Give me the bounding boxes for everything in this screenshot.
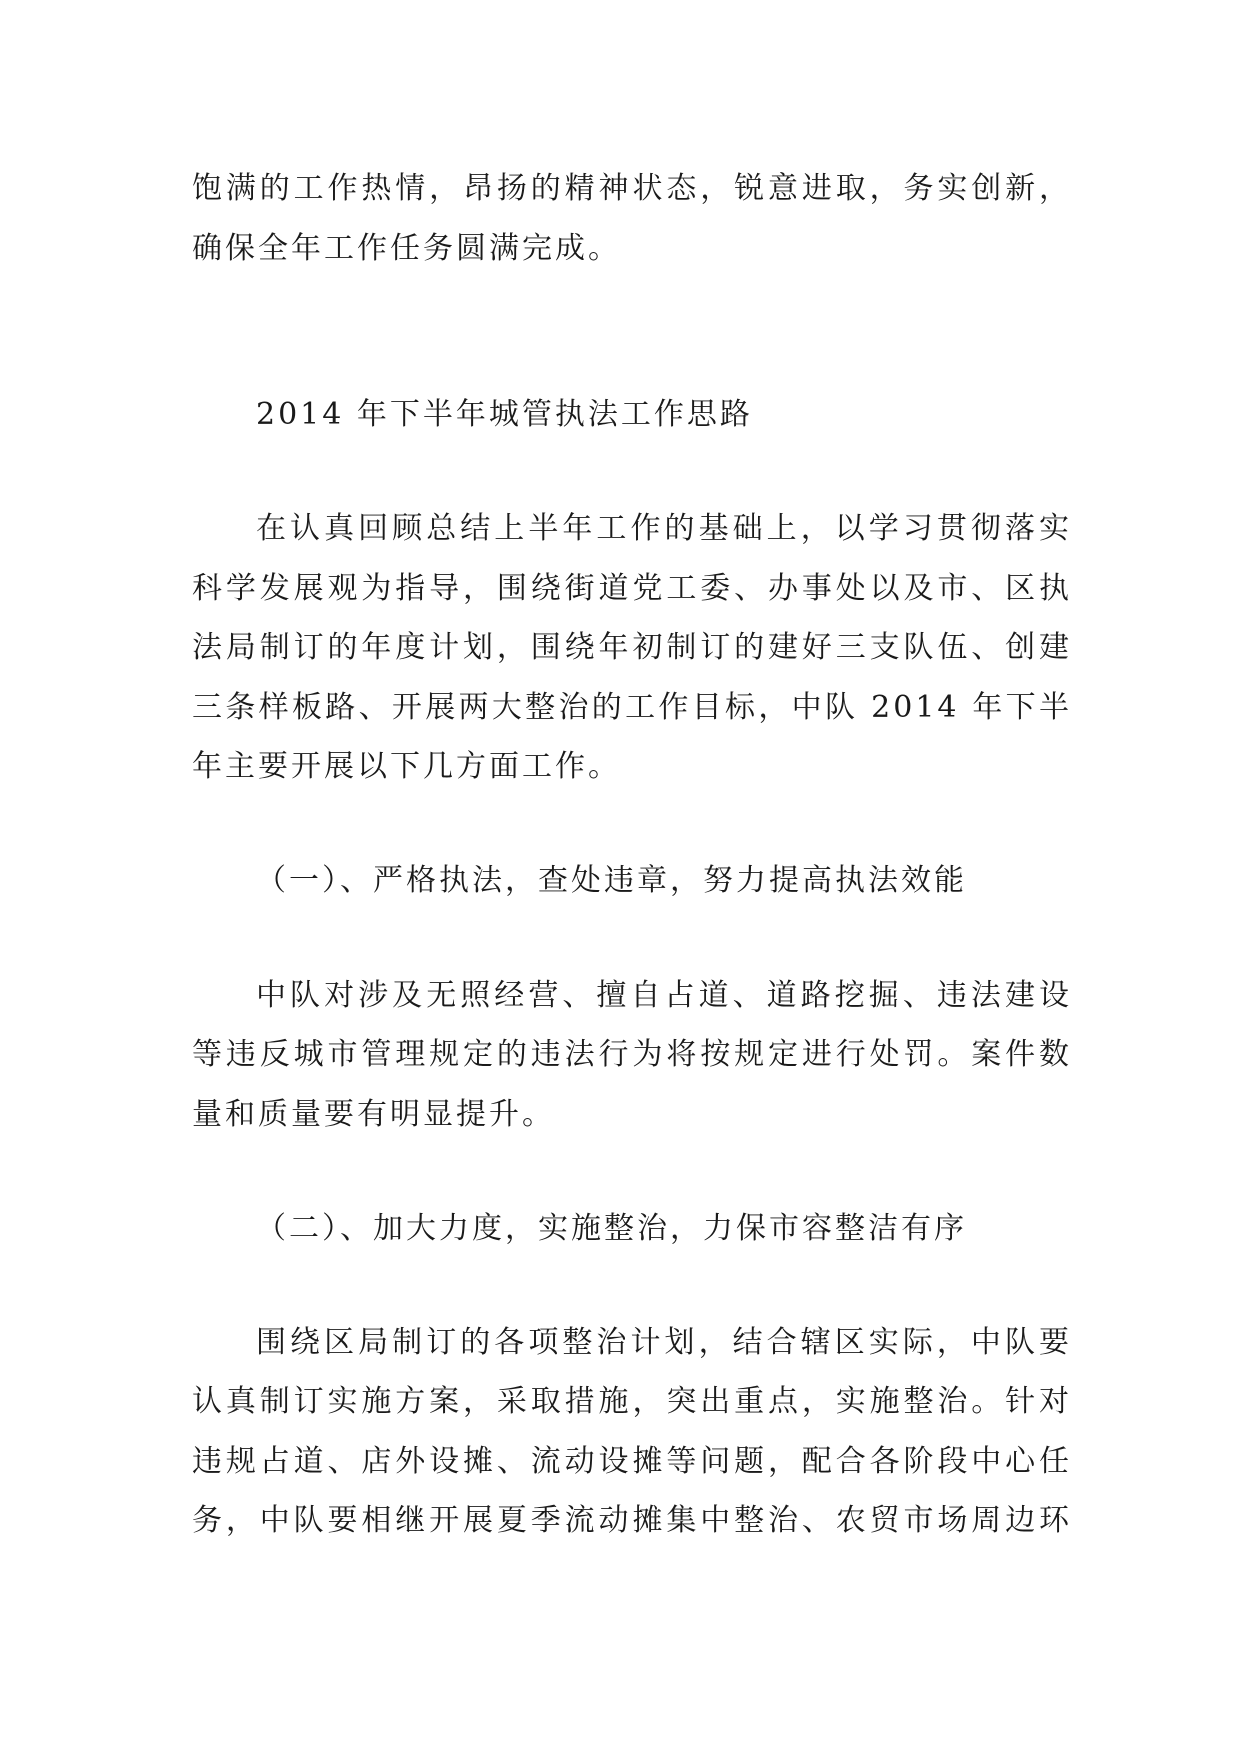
paragraph-1-line-2: 科学发展观为指导，围绕街道党工委、办事处以及市、区执	[192, 571, 1072, 606]
paragraph-1-line-1: 在认真回顾总结上半年工作的基础上，以学习贯彻落实	[256, 511, 1072, 546]
paragraph-3-line-4: 务，中队要相继开展夏季流动摊集中整治、农贸市场周边环	[192, 1503, 1072, 1538]
paragraph-3-line-1: 围绕区局制订的各项整治计划，结合辖区实际，中队要	[256, 1325, 1072, 1360]
paragraph-1-line-4: 三条样板路、开展两大整治的工作目标，中队 2014 年下半	[192, 690, 1072, 725]
paragraph-3-line-2: 认真制订实施方案，采取措施，突出重点，实施整治。针对	[192, 1384, 1072, 1419]
paragraph-2-line-2: 等违反城市管理规定的违法行为将按规定进行处罚。案件数	[192, 1037, 1072, 1072]
document-title: 2014 年下半年城管执法工作思路	[256, 397, 753, 432]
intro-line-1: 饱满的工作热情，昂扬的精神状态，锐意进取，务实创新，	[192, 171, 1072, 206]
paragraph-2-line-1: 中队对涉及无照经营、擅自占道、道路挖掘、违法建设	[256, 978, 1072, 1013]
intro-line-2: 确保全年工作任务圆满完成。	[192, 231, 621, 266]
paragraph-2-line-3: 量和质量要有明显提升。	[192, 1097, 555, 1132]
paragraph-1-line-3: 法局制订的年度计划，围绕年初制订的建好三支队伍、创建	[192, 630, 1072, 665]
paragraph-1-line-5: 年主要开展以下几方面工作。	[192, 749, 621, 784]
section-1-heading: （一）、严格执法，查处违章，努力提高执法效能	[256, 863, 967, 898]
section-2-heading: （二）、加大力度，实施整治，力保市容整洁有序	[256, 1211, 967, 1246]
paragraph-3-line-3: 违规占道、店外设摊、流动设摊等问题，配合各阶段中心任	[192, 1444, 1072, 1479]
